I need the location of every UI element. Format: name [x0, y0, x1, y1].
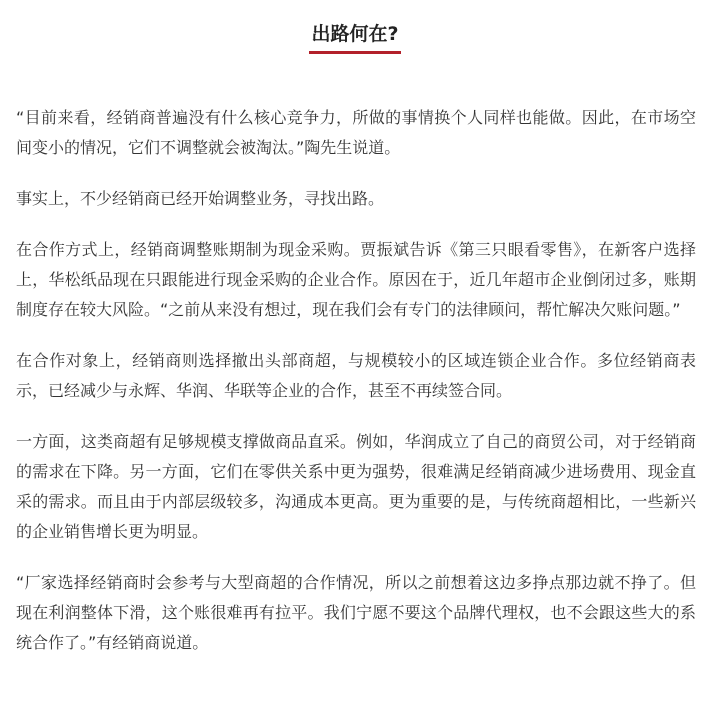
- paragraph-direct-procurement: 一方面，这类商超有足够规模支撑做商品直采。例如，华润成立了自己的商贸公司，对于经销商的需求在下降。另一方面，它们在零供关系中更为强势，很难满足经销商减少进场费用、现金直采的需求。而且由于内部层级较多，沟通成本更高。更为重要的是，与传统商超相比，一些新兴的企业销售增长更为明显。: [16, 432, 696, 541]
- article-heading: 出路何在?: [309, 20, 400, 54]
- paragraph-quote-opening: “目前来看，经销商普遍没有什么核心竞争力，所做的事情换个人同样也能做。因此，在市场空间变小的情况，它们不调整就会被淘汰。”陶先生说道。: [16, 108, 696, 157]
- paragraph-quote-closing: “厂家选择经销商时会参考与大型商超的合作情况，所以之前想着这边多挣点那边就不挣了。但现在利润整体下滑，这个账很难再有拉平。我们宁愿不要这个品牌代理权，也不会跟这些大的系统合作了。”有经销商说道。: [16, 573, 696, 652]
- heading-container: [0, 20, 710, 54]
- paragraph-cooperation-method: 在合作方式上，经销商调整账期制为现金采购。贾振斌告诉《第三只眼看零售》，在新客户选择上，华松纸品现在只跟能进行现金采购的企业合作。原因在于，近几年超市企业倒闭过多，账期制度存在较大风险。“之前从来没有想过，现在我们会有专门的法律顾问，帮忙解决欠账问题。”: [16, 240, 696, 319]
- paragraph-cooperation-partners: 在合作对象上，经销商则选择撤出头部商超，与规模较小的区域连锁企业合作。多位经销商表示，已经减少与永辉、华润、华联等企业的合作，甚至不再续签合同。: [16, 351, 696, 400]
- article-body: [16, 103, 696, 679]
- paragraph-adjusting-business: 事实上，不少经销商已经开始调整业务，寻找出路。: [16, 189, 385, 208]
